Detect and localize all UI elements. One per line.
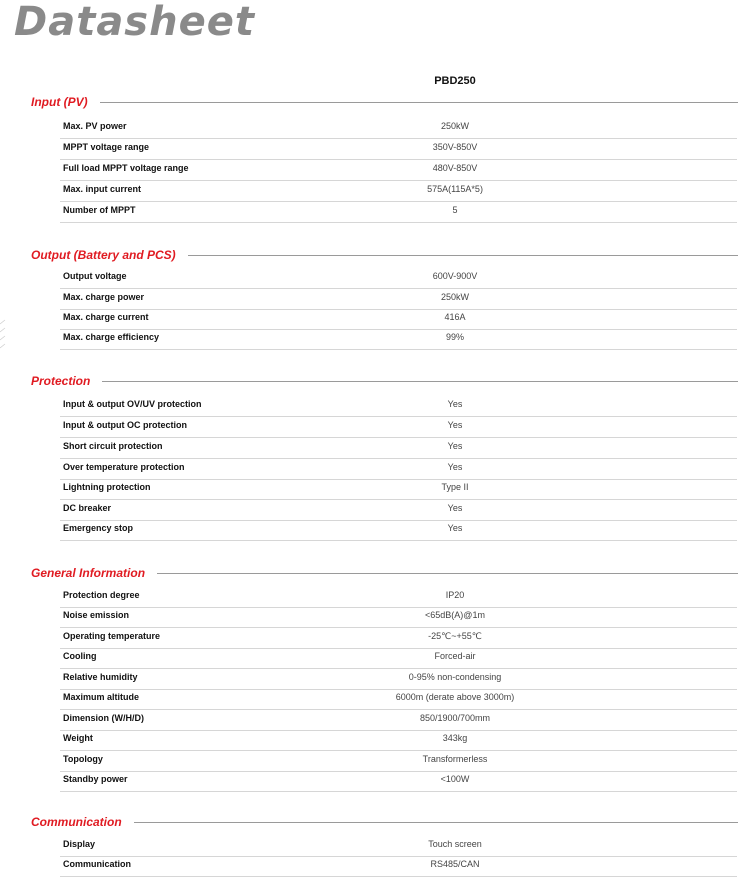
section-header-protection [31, 374, 750, 388]
section-header-general-information [31, 566, 750, 580]
row-value: Type II [441, 482, 469, 492]
table-row [60, 770, 737, 792]
table-row [60, 458, 737, 480]
row-value: Yes [447, 523, 463, 533]
table-row [60, 308, 737, 330]
page-title: Datasheet [14, 0, 255, 45]
row-label: Standby power [63, 774, 128, 784]
row-value: Yes [447, 462, 463, 472]
row-value: 416A [444, 312, 466, 322]
row-label: Input & output OV/UV protection [63, 399, 202, 409]
row-value: Yes [447, 503, 463, 513]
row-label: Over temperature protection [63, 462, 185, 472]
table-row [60, 180, 737, 202]
section-rule [31, 102, 738, 103]
row-label: Lightning protection [63, 482, 151, 492]
table-row [60, 478, 737, 500]
row-label: Max. charge power [63, 292, 145, 302]
decorative-edge-mark [0, 318, 6, 358]
row-value: 250kW [440, 292, 469, 302]
row-value: <65dB(A)@1m [425, 610, 485, 620]
section-rule [31, 381, 738, 382]
row-label: Dimension (W/H/D) [63, 713, 144, 723]
row-label: Output voltage [63, 271, 127, 281]
row-label: Max. input current [63, 184, 142, 194]
row-label: Max. charge efficiency [63, 332, 160, 342]
section-header-communication [31, 815, 750, 829]
table-row [60, 437, 737, 459]
row-value: Yes [447, 420, 463, 430]
row-value: Forced-air [434, 651, 476, 661]
row-label: Display [63, 839, 96, 849]
row-value: RS485/CAN [430, 859, 480, 869]
row-value: <100W [440, 774, 470, 784]
row-label: Maximum altitude [63, 692, 140, 702]
table-row [60, 138, 737, 160]
row-label: MPPT voltage range [63, 142, 150, 152]
row-label: Noise emission [63, 610, 130, 620]
row-label: DC breaker [63, 503, 112, 513]
table-row [60, 627, 737, 649]
table-row [60, 606, 737, 628]
table-row [60, 855, 737, 877]
table-row [60, 499, 737, 521]
row-value: 5 [452, 205, 458, 215]
row-value: Yes [447, 399, 463, 409]
section-rule [31, 822, 738, 823]
table-row [60, 201, 737, 223]
row-label: Topology [63, 754, 103, 764]
row-value: -25℃~+55℃ [428, 631, 482, 641]
section-title: Communication [31, 815, 134, 829]
row-label: Max. PV power [63, 121, 127, 131]
row-value: 6000m (derate above 3000m) [395, 692, 515, 702]
row-value: IP20 [445, 590, 465, 600]
row-value: 600V-900V [432, 271, 478, 281]
row-label: Protection degree [63, 590, 140, 600]
row-label: Max. charge current [63, 312, 149, 322]
row-value: 575A(115A*5) [427, 184, 483, 194]
table-row [60, 328, 737, 350]
row-value: 99% [445, 332, 464, 342]
row-label: Relative humidity [63, 672, 138, 682]
row-label: Operating temperature [63, 631, 161, 641]
section-title: Protection [31, 374, 102, 388]
table-row [60, 267, 737, 289]
row-value: 0-95% non-condensing [408, 672, 502, 682]
table-row [60, 750, 737, 772]
section-header-output [31, 248, 750, 262]
row-label: Communication [63, 859, 132, 869]
table-row [60, 416, 737, 438]
row-label: Cooling [63, 651, 97, 661]
section-header-input-pv [31, 95, 750, 109]
row-value: Transformerless [422, 754, 488, 764]
row-value: 350V-850V [432, 142, 478, 152]
table-row [60, 668, 737, 690]
row-label: Weight [63, 733, 93, 743]
section-title: Output (Battery and PCS) [31, 248, 188, 262]
row-label: Short circuit protection [63, 441, 163, 451]
table-row [60, 395, 737, 417]
table-row [60, 688, 737, 710]
table-row [60, 586, 737, 608]
table-row [60, 117, 737, 139]
row-value: 343kg [442, 733, 468, 743]
row-label: Input & output OC protection [63, 420, 187, 430]
table-row [60, 159, 737, 181]
section-title: General Information [31, 566, 157, 580]
table-row [60, 835, 737, 857]
row-value: 850/1900/700mm [419, 713, 491, 723]
row-label: Emergency stop [63, 523, 134, 533]
row-value: 250kW [440, 121, 469, 131]
row-label: Number of MPPT [63, 205, 136, 215]
table-row [60, 729, 737, 751]
row-value: Touch screen [428, 839, 482, 849]
table-row [60, 647, 737, 669]
row-value: Yes [447, 441, 463, 451]
model-column-header: PBD250 [434, 75, 476, 87]
row-label: Full load MPPT voltage range [63, 163, 189, 173]
row-value: 480V-850V [432, 163, 478, 173]
table-row [60, 519, 737, 541]
section-title: Input (PV) [31, 95, 100, 109]
table-row [60, 709, 737, 731]
table-row [60, 288, 737, 310]
